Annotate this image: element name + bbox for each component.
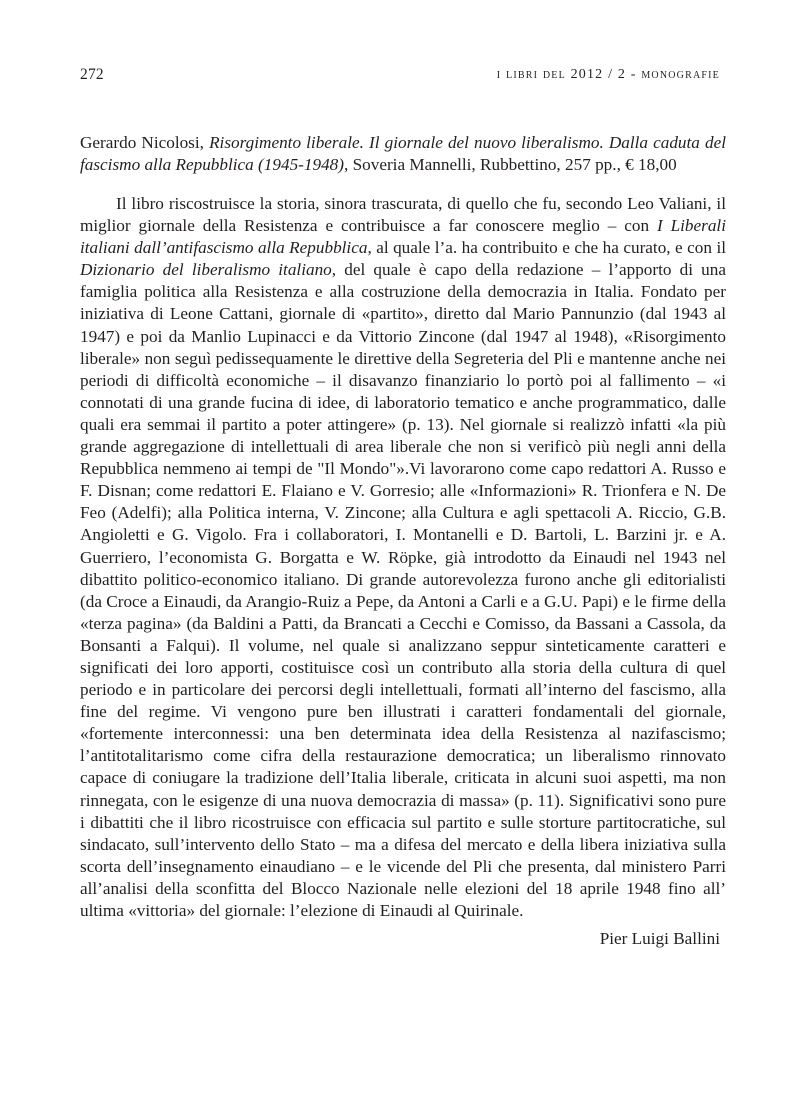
review-text-part-2: , al quale l’a. ha contribuito e che ha curato, e con il [367, 238, 726, 258]
page-number: 272 [80, 66, 104, 83]
review-text-part-1: Il libro riscostruisce la storia, sinora trascurata, di quello che fu, secondo Leo Valiani, il miglior giornale della Resistenza e contribuisce a far conoscere meglio – con [80, 194, 726, 236]
review-body [80, 193, 726, 922]
review-italic-title-1: I Liberali italiani dall’antifascismo alla Repubblica [80, 216, 726, 258]
running-head: i libri del 2012 / 2 - monografie [496, 67, 720, 82]
review-italic-title-2: Dizionario del liberalismo italiano [80, 260, 332, 280]
review-signature: Pier Luigi Ballini [599, 929, 720, 948]
citation-publication: , Soveria Mannelli, Rubbettino, 257 pp., € 18,00 [343, 155, 677, 174]
book-citation [80, 132, 726, 176]
citation-title: Risorgimento liberale. Il giornale del nuovo liberalismo. Dalla caduta del fascismo alla Repubblica (1945-1948) [80, 133, 726, 174]
citation-author: Gerardo Nicolosi, [80, 133, 210, 152]
review-text-part-3: , del quale è capo della redazione – l’apporto di una famiglia politica alla Resistenza e alla costruzione della democrazia in Italia. Fondato per iniziativa di Leone Cattani, giornale di «partito», diretto dal Mario Pannunzio (dal 1943 al 1947) e poi da Manlio Lupinacci e da Vittorio Zincone (dal 1947 al 1948), «Risorgimento liberale» non seguì pedissequamente le direttive della Segreteria del Pli e mantenne anche nei periodi di difficoltà economiche – il disavanzo finanziario lo portò poi al fallimento – «i connotati di una grande fucina di idee, di laboratorio tematico e anche programmatico, dalle quali era semmai il partito a poter attingere» (p. 13). Nel giornale si realizzò infatti «la più grande aggregazione di intellettuali di area liberale che non si verificò più negli anni della Repubblica nemmeno ai tempi de "Il Mondo"».Vi lavorarono come capo redattori A. Russo e F. Disnan; come redattori E. Flaiano e V. Gorresio; alle «Informazioni» R. Trionfera e N. De Feo (Adelfi); alla Politica interna, V. Zincone; alla Cultura e agli spettacoli A. Riccio, G.B. Angioletti e G. Vigolo. Fra i collaboratori, I. Montanelli e D. Bartoli, L. Barzini jr. e A. Guerriero, l’economista G. Borgatta e W. Röpke, già introdotto da Einaudi nel 1943 nel dibattito politico-economico italiano. Di grande autorevolezza furono anche gli editorialisti (da Croce a Einaudi, da Arangio-Ruiz a Pepe, da Antoni a Carli e a G.U. Papi) e le firme della «terza pagina» (da Baldini a Patti, da Brancati a Cecchi e Comisso, da Bassani a Cassola, da Bonsanti a Falqui). Il volume, nel quale si analizzano seppur sinteticamente caratteri e significati dei loro apporti, costituisce così un contributo alla storia della cultura di quel periodo e in particolare dei percorsi degli intellettuali, formati all’interno del fascismo, alla fine del regime. Vi vengono pure ben illustrati i caratteri fondamentali del giornale, «fortemente interconnessi: una ben determinata idea della Resistenza al nazifascismo; l’antitotalitarismo come cifra della restaurazione democratica; un liberalismo rinnovato capace di coniugare la tradizione dell’Italia liberale, criticata in alcuni suoi aspetti, ma non rinnegata, con le esigenze di una nuova democrazia di massa» (p. 11). Significativi sono pure i dibattiti che il libro ricostruisce con efficacia sul partito e sulle storture partitocratiche, sul sindacato, sull’intervento dello Stato – ma a difesa del mercato e della libera iniziativa sulla scorta dell’insegnamento einaudiano – e le vicende del Pli che presenta, dal ministero Parri all’analisi della sconfitta del Blocco Nazionale nelle elezioni del 18 aprile 1948 fino all’ ultima «vittoria» del giornale: l’elezione di Einaudi al Quirinale. [80, 260, 726, 920]
